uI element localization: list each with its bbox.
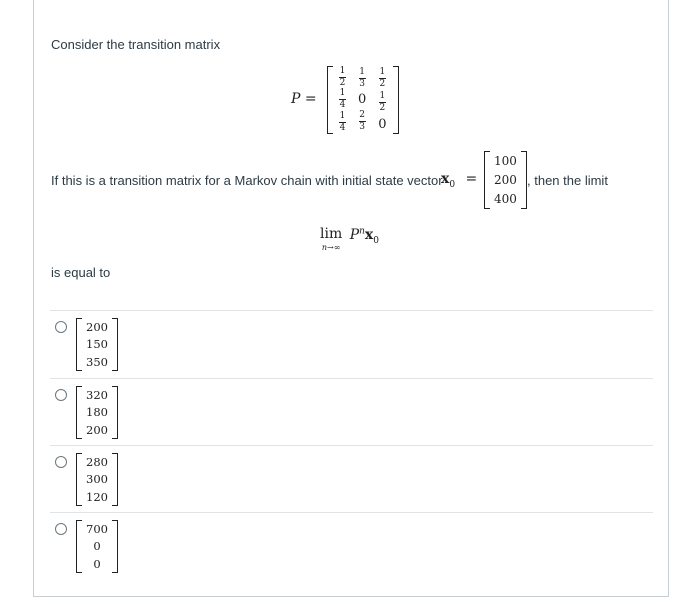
answer-option-3[interactable] bbox=[76, 453, 118, 506]
answer-radio-1[interactable] bbox=[55, 321, 67, 333]
numerator: 1 bbox=[379, 66, 386, 77]
answer-option-2[interactable] bbox=[76, 386, 118, 439]
answer-radio-4[interactable] bbox=[55, 523, 67, 535]
denominator: 2 bbox=[379, 78, 386, 89]
denominator: 4 bbox=[339, 100, 346, 111]
matrix-entry bbox=[339, 89, 346, 110]
option-divider bbox=[50, 445, 653, 446]
vector-entry: 200 bbox=[86, 423, 108, 438]
vector-entry: 100 bbox=[494, 153, 517, 168]
is-equal-to-text: is equal to bbox=[51, 265, 111, 280]
answer-radio-2[interactable] bbox=[55, 389, 67, 401]
vector-entry: 0 bbox=[93, 557, 101, 572]
then-text: , then the limit bbox=[527, 173, 608, 188]
matrix-label: P = bbox=[291, 91, 317, 107]
vector-entry: 300 bbox=[86, 472, 108, 487]
x0-vector bbox=[484, 151, 527, 209]
numerator: 1 bbox=[339, 65, 346, 76]
matrix-column bbox=[339, 66, 346, 134]
option-divider bbox=[50, 512, 653, 513]
markov-text: If this is a transition matrix for a Markov chain with initial state vector bbox=[51, 173, 443, 188]
denominator: 3 bbox=[359, 122, 365, 133]
answer-option-1[interactable] bbox=[76, 318, 118, 371]
vector-entry: 700 bbox=[86, 521, 108, 536]
vector-entry: 150 bbox=[86, 337, 108, 352]
right-bracket bbox=[393, 66, 399, 134]
denominator: 3 bbox=[359, 78, 365, 89]
vector-entry: 180 bbox=[86, 405, 108, 420]
vector-entry: 400 bbox=[494, 192, 517, 207]
matrix-entry bbox=[379, 92, 386, 113]
numerator: 2 bbox=[359, 110, 365, 121]
x0-symbol: $x_0$ = bbox=[441, 171, 478, 190]
option-divider bbox=[50, 378, 653, 379]
matrix-entry: 0 bbox=[378, 117, 387, 133]
answer-radio-3[interactable] bbox=[55, 456, 67, 468]
matrix-column bbox=[358, 66, 366, 134]
numerator: 1 bbox=[359, 66, 365, 77]
numerator: 1 bbox=[379, 91, 386, 102]
vector-entry: 320 bbox=[86, 387, 108, 402]
matrix-entry bbox=[359, 68, 366, 89]
denominator: 2 bbox=[339, 77, 346, 88]
question-intro: Consider the transition matrix bbox=[51, 37, 221, 52]
denominator: 4 bbox=[339, 123, 346, 134]
matrix-entry: 0 bbox=[358, 92, 367, 108]
answer-option-4[interactable] bbox=[76, 520, 118, 573]
matrix-entry bbox=[339, 67, 346, 88]
vector-entry: 350 bbox=[86, 355, 108, 370]
limit-expression: lim n→∞ $P^nx_0$ bbox=[320, 226, 379, 252]
vector-entry: 120 bbox=[86, 490, 108, 505]
vector-entry: 0 bbox=[93, 539, 101, 554]
matrix-entry bbox=[359, 111, 366, 132]
matrix-entry bbox=[379, 68, 386, 89]
vector-entry: 200 bbox=[86, 319, 108, 334]
vector-entry: 280 bbox=[86, 454, 108, 469]
vector-entry: 200 bbox=[494, 172, 517, 187]
transition-matrix bbox=[327, 66, 399, 134]
numerator: 1 bbox=[339, 111, 346, 122]
matrix-entry bbox=[339, 112, 346, 133]
matrix-column bbox=[378, 66, 386, 134]
numerator: 1 bbox=[339, 88, 346, 99]
option-divider bbox=[50, 310, 653, 311]
denominator: 2 bbox=[379, 103, 386, 114]
